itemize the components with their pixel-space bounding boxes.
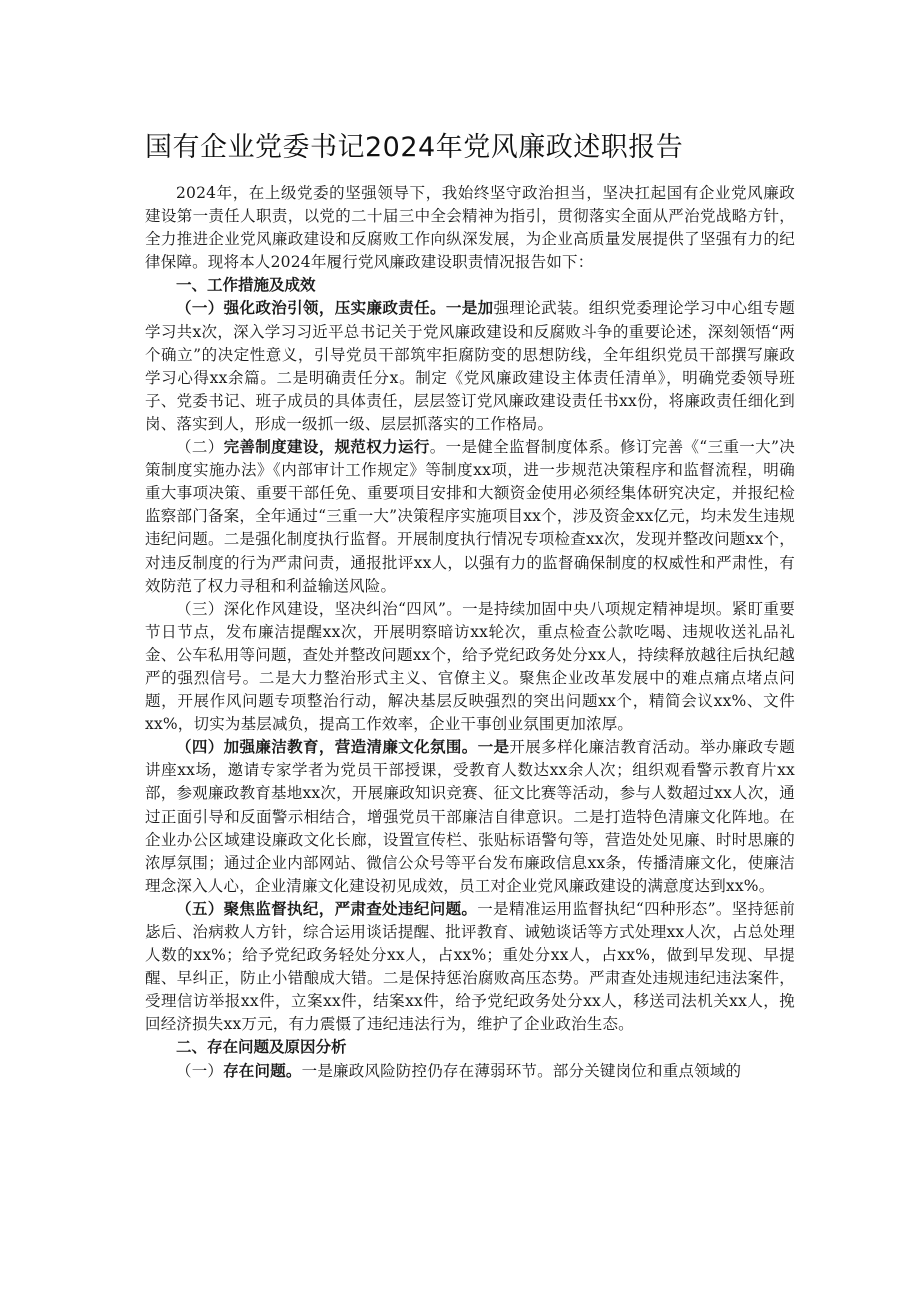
paragraph-body: 开展多样化廉洁教育活动。举办廉政专题讲座xx场，邀请专家学者为党员干部授课，受教育人数达xx余人次；组织观看警示教育片xx部，参观廉政教育基地xx次，开展廉政知识竞赛、征文比赛等活动，参与人数超过xx人次，通过正面引导和反面警示相结合，增强党员干部廉洁自律意识。二是打造特色清廉文化阵地。在企业办公区域建设廉政文化长廊，设置宣传栏、张贴标语警句等，营造处处见廉、时时思廉的浓厚氛围；通过企业内部网站、微信公众号等平台发布廉政信息xx条，传播清廉文化，使廉洁理念深入人心，企业清廉文化建设初见成效，员工对企业党风廉政建设的满意度达到xx%。 (145, 738, 795, 895)
paragraph-prefix: （一） (176, 1061, 224, 1080)
paragraph-system-building (145, 436, 795, 598)
paragraph-lead: （一）强化政治引领，压实廉政责任。一是加 (176, 299, 494, 318)
paragraph-body: 。一是健全监督制度体系。修订完善《“三重一大”决策制度实施办法》《内部审计工作规定》等制度xx项，进一步规范决策程序和监督流程，明确重大事项决策、重要干部任免、重要项目安排和大额资金使用必须经集体研究决定，并报纪检监察部门备案，全年通过“三重一大”决策程序实施项目xx个，涉及资金xx亿元，均未发生违规违纪问题。二是强化制度执行监督。开展制度执行情况专项检查xx次，发现并整改问题xx个，对违反制度的行为严肃问责，通报批评xx人，以强有力的监督确保制度的权威性和严肃性，有效防范了权力寻租和利益输送风险。 (145, 438, 795, 595)
paragraph-prefix: （二） (176, 438, 224, 457)
paragraph-lead: 存在问题。 (223, 1061, 302, 1080)
document-title: 国有企业党委书记2024年党风廉政述职报告 (145, 132, 684, 163)
paragraph-body: 一是精准运用监督执纪“四种形态”。坚持惩前毖后、治病救人方针，综合运用谈话提醒、批评教育、诫勉谈话等方式处理xx人次，占总处理人数的xx%；给予党纪政务轻处分xx人，占xx%；重处分xx人，占xx%，做到早发现、早提醒、早纠正，防止小错酿成大错。二是保持惩治腐败高压态势。严肃查处违规违纪违法案件，受理信访举报xx件，立案xx件，结案xx件，给予党纪政务处分xx人，移送司法机关xx人，挽回经济损失xx万元，有力震慑了违纪违法行为，维护了企业政治生态。 (145, 899, 795, 1034)
intro-paragraph: 2024年，在上级党委的坚强领导下，我始终坚守政治担当，坚决扛起国有企业党风廉政建设第一责任人职责，以党的二十届三中全会精神为指引，贯彻落实全面从严治党战略方针，全力推进企业党风廉政建设和反腐败工作向纵深发展，为企业高质量发展提供了坚强有力的纪律保障。现将本人2024年履行党风廉政建设职责情况报告如下： (145, 184, 795, 272)
paragraph-supervision (145, 898, 795, 1037)
paragraph-lead: （五）聚焦监督执纪，严肃查处违纪问题。 (176, 899, 478, 918)
section-heading-measures: 一、工作措施及成效 (176, 276, 316, 295)
paragraph-political-leadership (145, 297, 795, 436)
paragraph-lead: （四）加强廉洁教育，营造清廉文化氛围。一是 (176, 738, 510, 757)
paragraph-lead: 完善制度建设，规范权力运行 (223, 438, 430, 457)
paragraph-work-style: （三）深化作风建设，坚决纠治“四风”。一是持续加固中央八项规定精神堤坝。紧盯重要节日节点，发布廉洁提醒xx次，开展明察暗访xx轮次，重点检查公款吃喝、违规收送礼品礼金、公车私用等问题，查处并整改问题xx个，给予党纪政务处分xx人，持续释放越往后执纪越严的强烈信号。二是大力整治形式主义、官僚主义。聚焦企业改革发展中的难点痛点堵点问题，开展作风问题专项整治行动，解决基层反映强烈的突出问题xx个，精简会议xx%、文件xx%，切实为基层减负，提高工作效率，企业干事创业氛围更加浓厚。 (145, 599, 795, 734)
paragraph-integrity-education (145, 736, 795, 898)
document-page (145, 128, 795, 1083)
paragraph-existing-problems (145, 1060, 795, 1083)
paragraph-body: 一是廉政风险防控仍存在薄弱环节。部分关键岗位和重点领域的 (301, 1061, 742, 1080)
section-heading-problems: 二、存在问题及原因分析 (176, 1038, 347, 1057)
paragraph-body: 强理论武装。组织党委理论学习中心组专题学习共x次，深入学习习近平总书记关于党风廉政建设和反腐败斗争的重要论述，深刻领悟“两个确立”的决定性意义，引导党员干部筑牢拒腐防变的思想防线，全年组织党员干部撰写廉政学习心得xx余篇。二是明确责任分x。制定《党风廉政建设主体责任清单》，明确党委领导班子、党委书记、班子成员的具体责任，层层签订党风廉政建设责任书xx份，将廉政责任细化到岗、落实到人，形成一级抓一级、层层抓落实的工作格局。 (145, 299, 795, 433)
